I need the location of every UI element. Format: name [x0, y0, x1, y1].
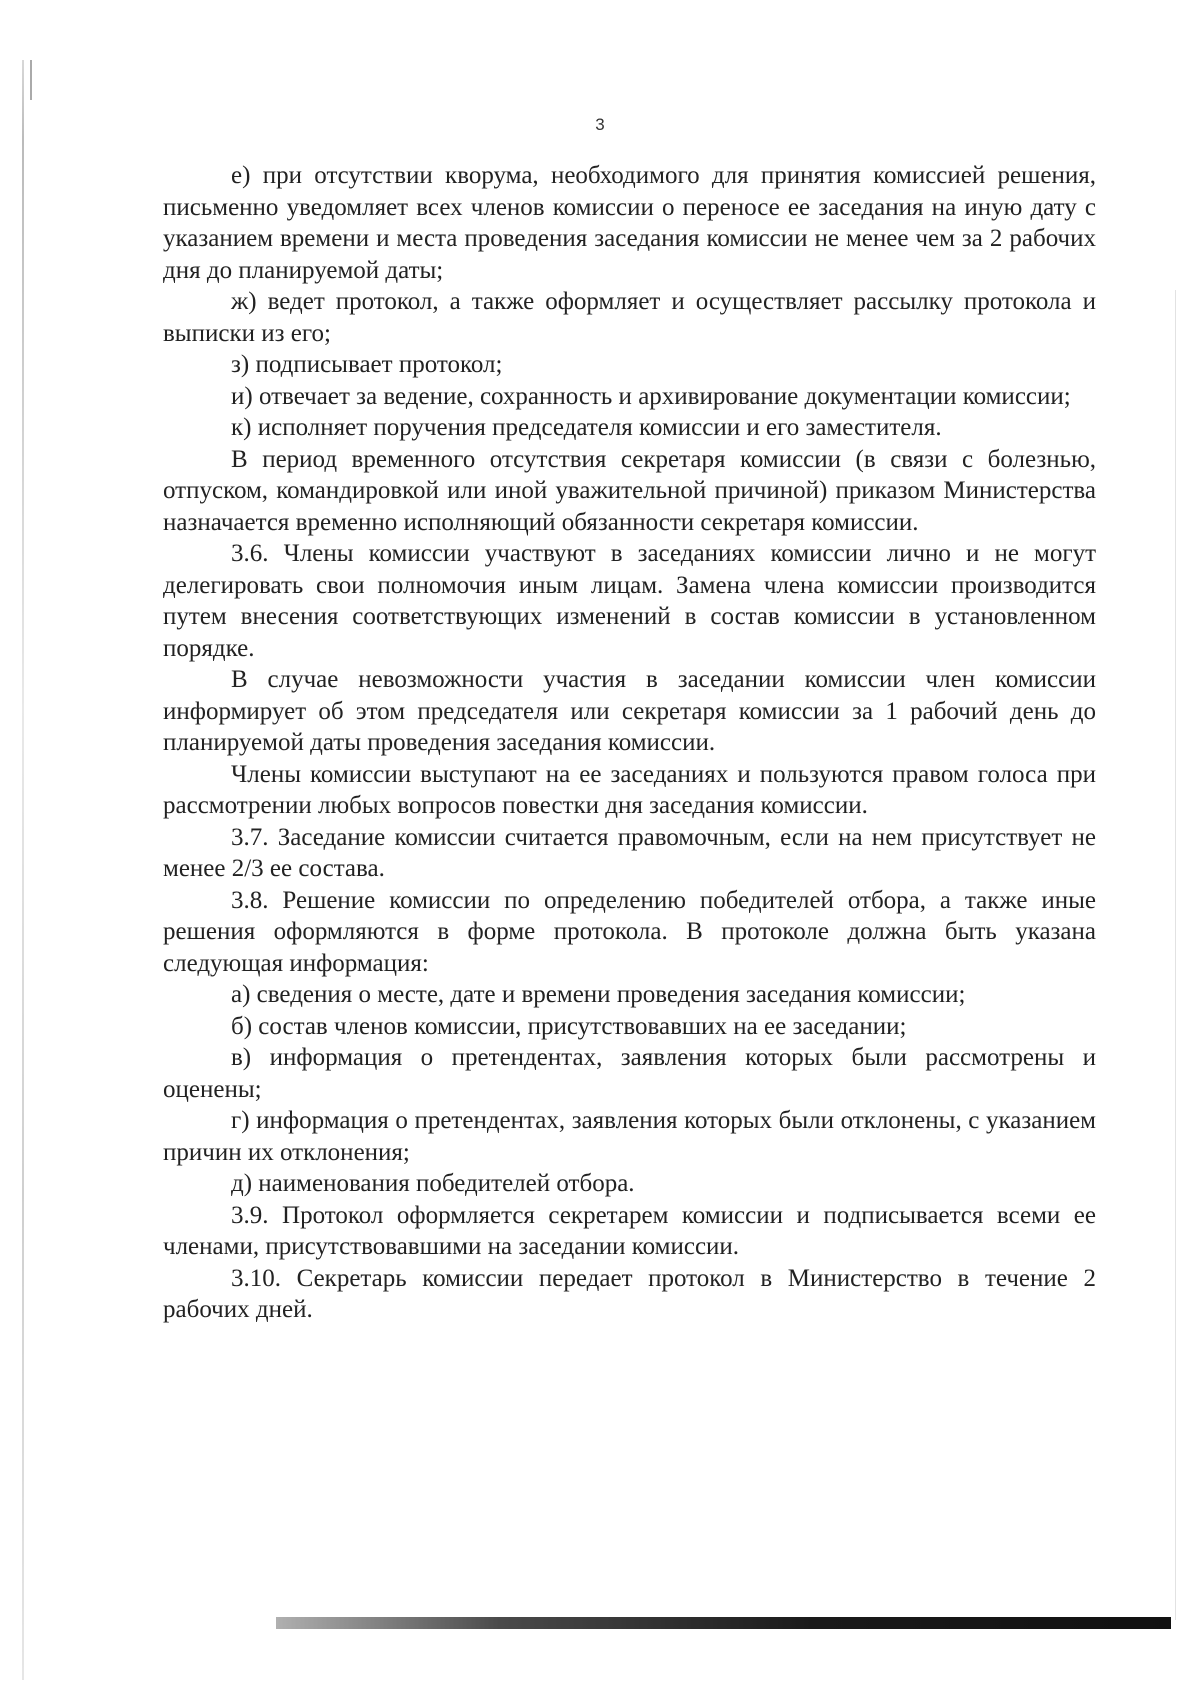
- scan-edge-right: [1175, 290, 1176, 1620]
- paragraph-3-9: 3.9. Протокол оформляется секретарем комиссии и подписывается всеми ее членами, присутствовавшими на заседании комиссии.: [163, 1201, 1096, 1260]
- scan-mark-left: [30, 60, 32, 100]
- paragraph-i: и) отвечает за ведение, сохранность и архивирование документации комиссии;: [231, 382, 1071, 410]
- paragraph-d: д) наименования победителей отбора.: [231, 1170, 635, 1197]
- paragraph-3-6: 3.6. Члены комиссии участвуют в заседаниях комиссии лично и не могут делегировать свои полномочия иным лицам. Замена члена комиссии производится путем внесения соответствующих изменений в состав комиссии в установленном порядке.: [163, 540, 1096, 662]
- paragraph-e: е) при отсутствии кворума, необходимого для принятия комиссией решения, письменно уведомляет всех членов комиссии о переносе ее заседания на иную дату с указанием времени и места проведения заседания комиссии не менее чем за 2 рабочих дня до планируемой даты;: [163, 162, 1096, 284]
- paragraph-inability: В случае невозможности участия в заседании комиссии член комиссии информирует об этом председателя или секретаря комиссии за 1 рабочий день до планируемой даты проведения заседания комиссии.: [163, 666, 1096, 756]
- paragraph-voting: Члены комиссии выступают на ее заседаниях и пользуются правом голоса при рассмотрении любых вопросов повестки дня заседания комиссии.: [163, 760, 1096, 819]
- page-number: 3: [595, 115, 605, 134]
- paragraph-zh: ж) ведет протокол, а также оформляет и осуществляет рассылку протокола и выписки из его;: [163, 288, 1096, 347]
- scan-edge-left: [22, 60, 24, 1680]
- paragraph-3-7: 3.7. Заседание комиссии считается правомочным, если на нем присутствует не менее 2/3 ее состава.: [163, 823, 1096, 882]
- paragraph-3-8: 3.8. Решение комиссии по определению победителей отбора, а также иные решения оформляются в форме протокола. В протоколе должна быть указана следующая информация:: [163, 886, 1096, 977]
- paragraph-a: а) сведения о месте, дате и времени проведения заседания комиссии;: [231, 981, 966, 1008]
- paragraph-b: б) состав членов комиссии, присутствовавших на ее заседании;: [231, 1012, 907, 1040]
- paragraph-z: з) подписывает протокол;: [231, 351, 503, 378]
- paragraph-temporary-absence: В период временного отсутствия секретаря комиссии (в связи с болезнью, отпуском, командировкой или иной уважительной причиной) приказом Министерства назначается временно исполняющий обязанности секретаря комиссии.: [163, 445, 1096, 536]
- paragraph-k: к) исполняет поручения председателя комиссии и его заместителя.: [231, 414, 942, 441]
- paragraph-3-10: 3.10. Секретарь комиссии передает протокол в Министерство в течение 2 рабочих дней.: [163, 1264, 1096, 1323]
- paragraph-g: г) информация о претендентах, заявления которых были отклонены, с указанием причин их отклонения;: [163, 1107, 1096, 1166]
- scan-footer-line: [276, 1617, 1171, 1629]
- document-body: [163, 160, 1096, 1326]
- paragraph-v: в) информация о претендентах, заявления которых были рассмотрены и оценены;: [163, 1044, 1096, 1103]
